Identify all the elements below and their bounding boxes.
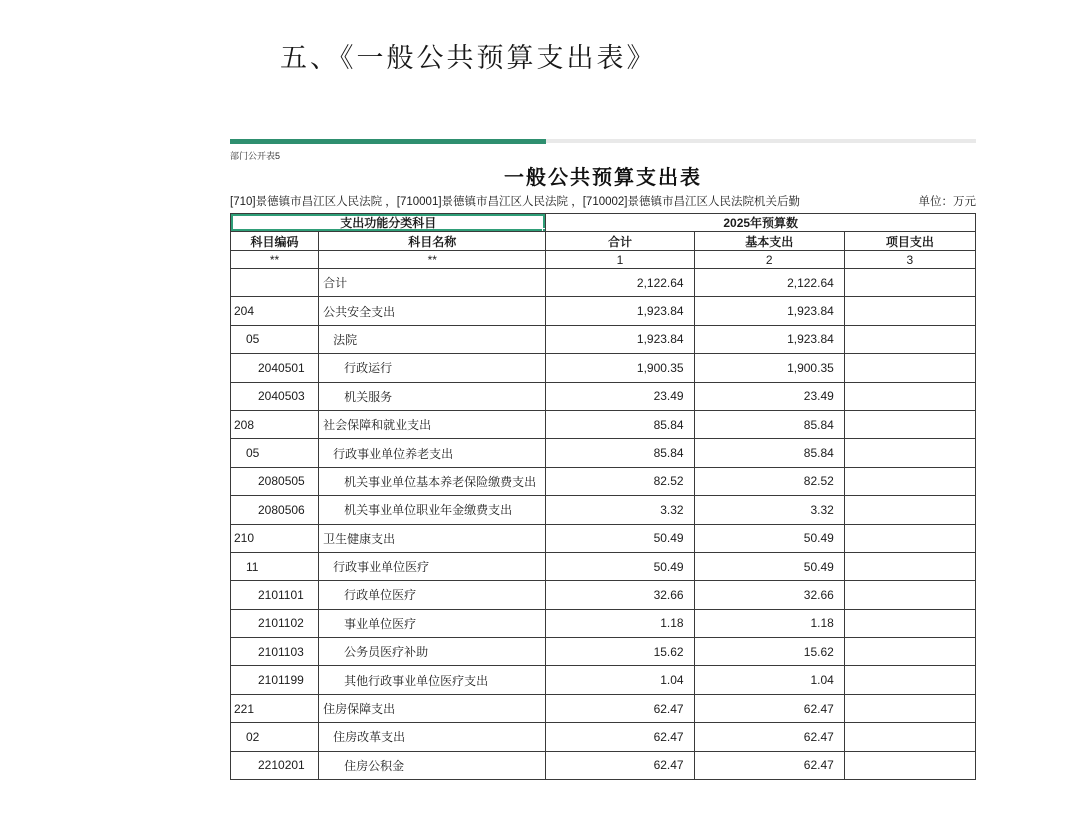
col-header-name: 科目名称 [319, 232, 546, 251]
cell-basic-expenditure: 62.47 [694, 694, 844, 722]
unit-label: 单位：万元 [918, 196, 976, 208]
cell-total: 1,923.84 [546, 325, 694, 353]
document-heading: 五、《一般公共预算支出表》 [280, 43, 657, 73]
header-index-row [231, 251, 976, 269]
cell-basic-expenditure: 2,122.64 [694, 269, 844, 297]
table-title: 一般公共预算支出表 [504, 167, 702, 189]
header-group-row [231, 214, 976, 232]
cell-total: 62.47 [546, 723, 694, 751]
cell-total: 3.32 [546, 496, 694, 524]
cell-subject-name: 法院 [319, 325, 546, 353]
cell-subject-name: 住房公积金 [319, 751, 546, 779]
cell-project-expenditure [844, 354, 975, 382]
cell-basic-expenditure: 82.52 [694, 467, 844, 495]
cell-project-expenditure [844, 581, 975, 609]
table-row [231, 382, 976, 410]
cell-total: 1,900.35 [546, 354, 694, 382]
col-header-code: 科目编码 [231, 232, 319, 251]
cell-project-expenditure [844, 723, 975, 751]
cell-project-expenditure [844, 609, 975, 637]
cell-project-expenditure [844, 666, 975, 694]
budget-sheet [230, 139, 976, 780]
cell-total: 50.49 [546, 552, 694, 580]
header-function-classification-cell [231, 214, 546, 232]
cell-basic-expenditure: 85.84 [694, 439, 844, 467]
cell-subject-code: 2040503 [231, 382, 319, 410]
cell-basic-expenditure: 1,923.84 [694, 325, 844, 353]
index-cell: 1 [546, 251, 694, 269]
cell-project-expenditure [844, 524, 975, 552]
cell-subject-name: 行政事业单位养老支出 [319, 439, 546, 467]
cell-subject-code: 2101102 [231, 609, 319, 637]
cell-total: 50.49 [546, 524, 694, 552]
index-cell: 3 [844, 251, 975, 269]
cell-subject-code: 210 [231, 524, 319, 552]
sheet-top-accent [230, 139, 976, 144]
table-row [231, 666, 976, 694]
cell-basic-expenditure: 50.49 [694, 524, 844, 552]
table-row [231, 410, 976, 438]
cell-basic-expenditure: 1,900.35 [694, 354, 844, 382]
header-function-classification-label: 支出功能分类科目 [340, 216, 437, 230]
cell-basic-expenditure: 1.18 [694, 609, 844, 637]
cell-basic-expenditure: 15.62 [694, 638, 844, 666]
cell-subject-name: 机关事业单位基本养老保险缴费支出 [319, 467, 546, 495]
cell-total: 62.47 [546, 751, 694, 779]
col-header-total: 合计 [546, 232, 694, 251]
table-row [231, 325, 976, 353]
cell-total: 2,122.64 [546, 269, 694, 297]
cell-subject-name: 公共安全支出 [319, 297, 546, 325]
accent-bar-gray [546, 139, 976, 143]
cell-subject-name: 合计 [319, 269, 546, 297]
cell-project-expenditure [844, 325, 975, 353]
cell-total: 15.62 [546, 638, 694, 666]
cell-total: 23.49 [546, 382, 694, 410]
index-cell: 2 [694, 251, 844, 269]
cell-total: 85.84 [546, 410, 694, 438]
table-row [231, 581, 976, 609]
cell-total: 1.18 [546, 609, 694, 637]
cell-project-expenditure [844, 467, 975, 495]
cell-project-expenditure [844, 410, 975, 438]
index-cell: ** [231, 251, 319, 269]
selection-handle [542, 228, 546, 232]
cell-subject-code: 2080506 [231, 496, 319, 524]
cell-basic-expenditure: 1.04 [694, 666, 844, 694]
cell-subject-code: 204 [231, 297, 319, 325]
cell-project-expenditure [844, 439, 975, 467]
cell-project-expenditure [844, 751, 975, 779]
header-budget-year-cell: 2025年预算数 [546, 214, 976, 232]
cell-total: 62.47 [546, 694, 694, 722]
cell-subject-name: 社会保障和就业支出 [319, 410, 546, 438]
table-row [231, 496, 976, 524]
budget-table [230, 213, 976, 780]
index-cell: ** [319, 251, 546, 269]
cell-basic-expenditure: 50.49 [694, 552, 844, 580]
cell-project-expenditure [844, 269, 975, 297]
cell-total: 1,923.84 [546, 297, 694, 325]
cell-subject-code: 2040501 [231, 354, 319, 382]
cell-subject-code: 221 [231, 694, 319, 722]
cell-subject-name: 住房保障支出 [319, 694, 546, 722]
cell-total: 1.04 [546, 666, 694, 694]
table-row [231, 694, 976, 722]
table-row [231, 297, 976, 325]
cell-basic-expenditure: 32.66 [694, 581, 844, 609]
cell-subject-name: 机关事业单位职业年金缴费支出 [319, 496, 546, 524]
table-row [231, 723, 976, 751]
cell-total: 32.66 [546, 581, 694, 609]
cell-subject-name: 机关服务 [319, 382, 546, 410]
table-row [231, 467, 976, 495]
cell-subject-name: 行政单位医疗 [319, 581, 546, 609]
cell-total: 82.52 [546, 467, 694, 495]
col-header-basic: 基本支出 [694, 232, 844, 251]
col-header-project: 项目支出 [844, 232, 975, 251]
cell-basic-expenditure: 1,923.84 [694, 297, 844, 325]
cell-basic-expenditure: 85.84 [694, 410, 844, 438]
cell-subject-code: 11 [231, 552, 319, 580]
table-row [231, 751, 976, 779]
cell-project-expenditure [844, 638, 975, 666]
cell-subject-code: 02 [231, 723, 319, 751]
sheet-label: 部门公开表5 [230, 151, 281, 161]
cell-subject-code: 2210201 [231, 751, 319, 779]
cell-subject-name: 其他行政事业单位医疗支出 [319, 666, 546, 694]
cell-subject-code: 2101101 [231, 581, 319, 609]
cell-project-expenditure [844, 496, 975, 524]
table-row [231, 439, 976, 467]
cell-subject-code: 2101199 [231, 666, 319, 694]
table-row [231, 552, 976, 580]
cell-subject-code: 05 [231, 325, 319, 353]
cell-project-expenditure [844, 297, 975, 325]
cell-subject-code: 05 [231, 439, 319, 467]
cell-project-expenditure [844, 694, 975, 722]
cell-basic-expenditure: 23.49 [694, 382, 844, 410]
cell-subject-code [231, 269, 319, 297]
cell-basic-expenditure: 3.32 [694, 496, 844, 524]
cell-subject-code: 208 [231, 410, 319, 438]
cell-subject-name: 住房改革支出 [319, 723, 546, 751]
header-columns-row [231, 232, 976, 251]
cell-subject-name: 事业单位医疗 [319, 609, 546, 637]
cell-project-expenditure [844, 552, 975, 580]
cell-project-expenditure [844, 382, 975, 410]
table-row [231, 269, 976, 297]
cell-subject-name: 行政运行 [319, 354, 546, 382]
org-line: [710]景德镇市昌江区人民法院 ，[710001]景德镇市昌江区人民法院 ，[710002]景德镇市昌江区人民法院机关后勤 [230, 196, 800, 208]
cell-subject-code: 2101103 [231, 638, 319, 666]
table-row [231, 638, 976, 666]
table-subtitle-row [230, 193, 976, 210]
cell-total: 85.84 [546, 439, 694, 467]
table-row [231, 524, 976, 552]
cell-subject-name: 行政事业单位医疗 [319, 552, 546, 580]
cell-subject-name: 公务员医疗补助 [319, 638, 546, 666]
accent-bar-green [230, 139, 546, 144]
cell-basic-expenditure: 62.47 [694, 723, 844, 751]
cell-subject-code: 2080505 [231, 467, 319, 495]
table-row [231, 354, 976, 382]
cell-subject-name: 卫生健康支出 [319, 524, 546, 552]
table-row [231, 609, 976, 637]
cell-basic-expenditure: 62.47 [694, 751, 844, 779]
